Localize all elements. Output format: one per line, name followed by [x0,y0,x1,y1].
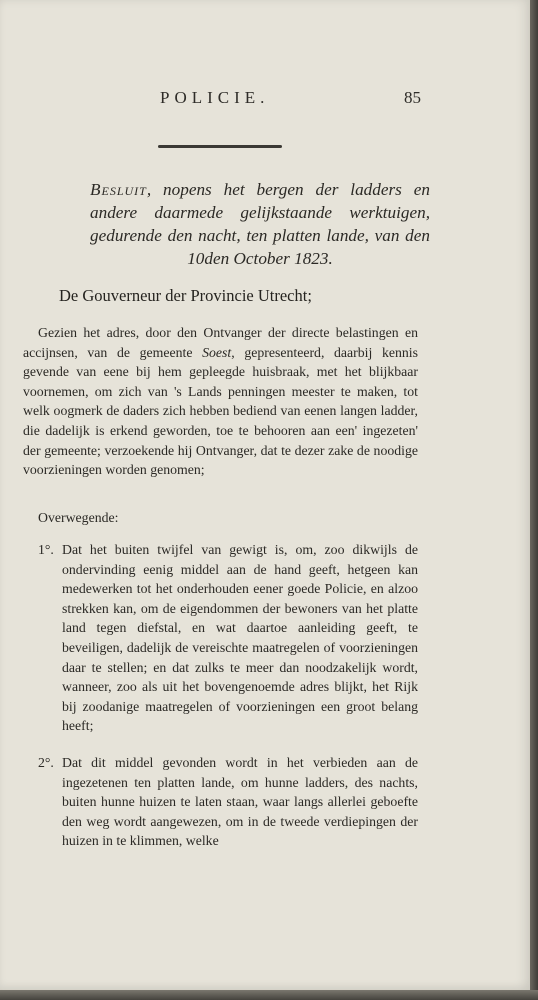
page-header [0,88,530,112]
place-name: Soest [202,344,232,360]
decree-lead-word: Besluit [90,180,147,199]
consideration-item [38,753,418,851]
considering-heading: Overwegende: [38,510,119,525]
preamble-part-2: , gepresenteerd, daarbij kennis gevende van eene bij hem gepleegde huisbraak, met het blijkbaar voornemen, om zich van 's Lands penningen meester te maken, tot welk oogmerk de daders zich hebben bediend van eenen langen ladder, die dadelijk is erkend geworden, toe te behooren aan een' ingezeten' der gemeente; verzoekende hij Ontvanger, dat te dezer zake de noodige voorzieningen worden genomen; [23,344,418,478]
page-number: 85 [404,88,421,107]
item-text: Dat dit middel gevonden wordt in het verbieden aan de ingezetenen ten platten lande, om hunne ladders, des nachts, buiten hunne huizen te laten staan, waar langs allerlei geboefte den weg wordt aangewezen, om in de tweede verdiepingen der huizen in te klimmen, welke [62,755,418,849]
item-text: Dat het buiten twijfel van gewigt is, om, zoo dikwijls de ondervinding eenig middel aan de hand geeft, hetgeen kan medewerken tot het onderhouden eener goede Policie, en alzoo strekken kan, om de eigendommen der bewoners van het platte land tegen diefstal, en wat daartoe aanleiding geeft, te beveiligen, dadelijk de vereischte maatregelen of voorzieningen daar te stellen; en dat zulks te meer dan noodzakelijk wordt, wanneer, zoo als uit het bovengenoemde adres blijkt, het Rijk bij zoodanige maatregelen of voorzieningen een groot belang heeft; [62,542,418,734]
ornamental-rule [158,145,282,148]
governor-heading: De Gouverneur der Provincie Utrecht; [59,286,312,305]
page-edge-bottom [0,990,538,1000]
page-edge-right [530,0,538,1000]
item-number: 2°. [38,755,54,770]
consideration-item [38,540,418,736]
preamble-paragraph [23,323,418,480]
running-title: POLICIE. [160,88,270,107]
decree-title [90,178,430,270]
decree-title-text: , nopens het bergen der ladders en andere daarmede gelijkstaande werktuigen, gedurende den nacht, ten platten lande, van den 10den October 1823. [90,180,430,268]
item-number: 1°. [38,542,54,557]
preamble-part-1: Gezien het adres, door den Ontvanger der directe belastingen en accijnsen, van de gemeente [23,325,418,360]
